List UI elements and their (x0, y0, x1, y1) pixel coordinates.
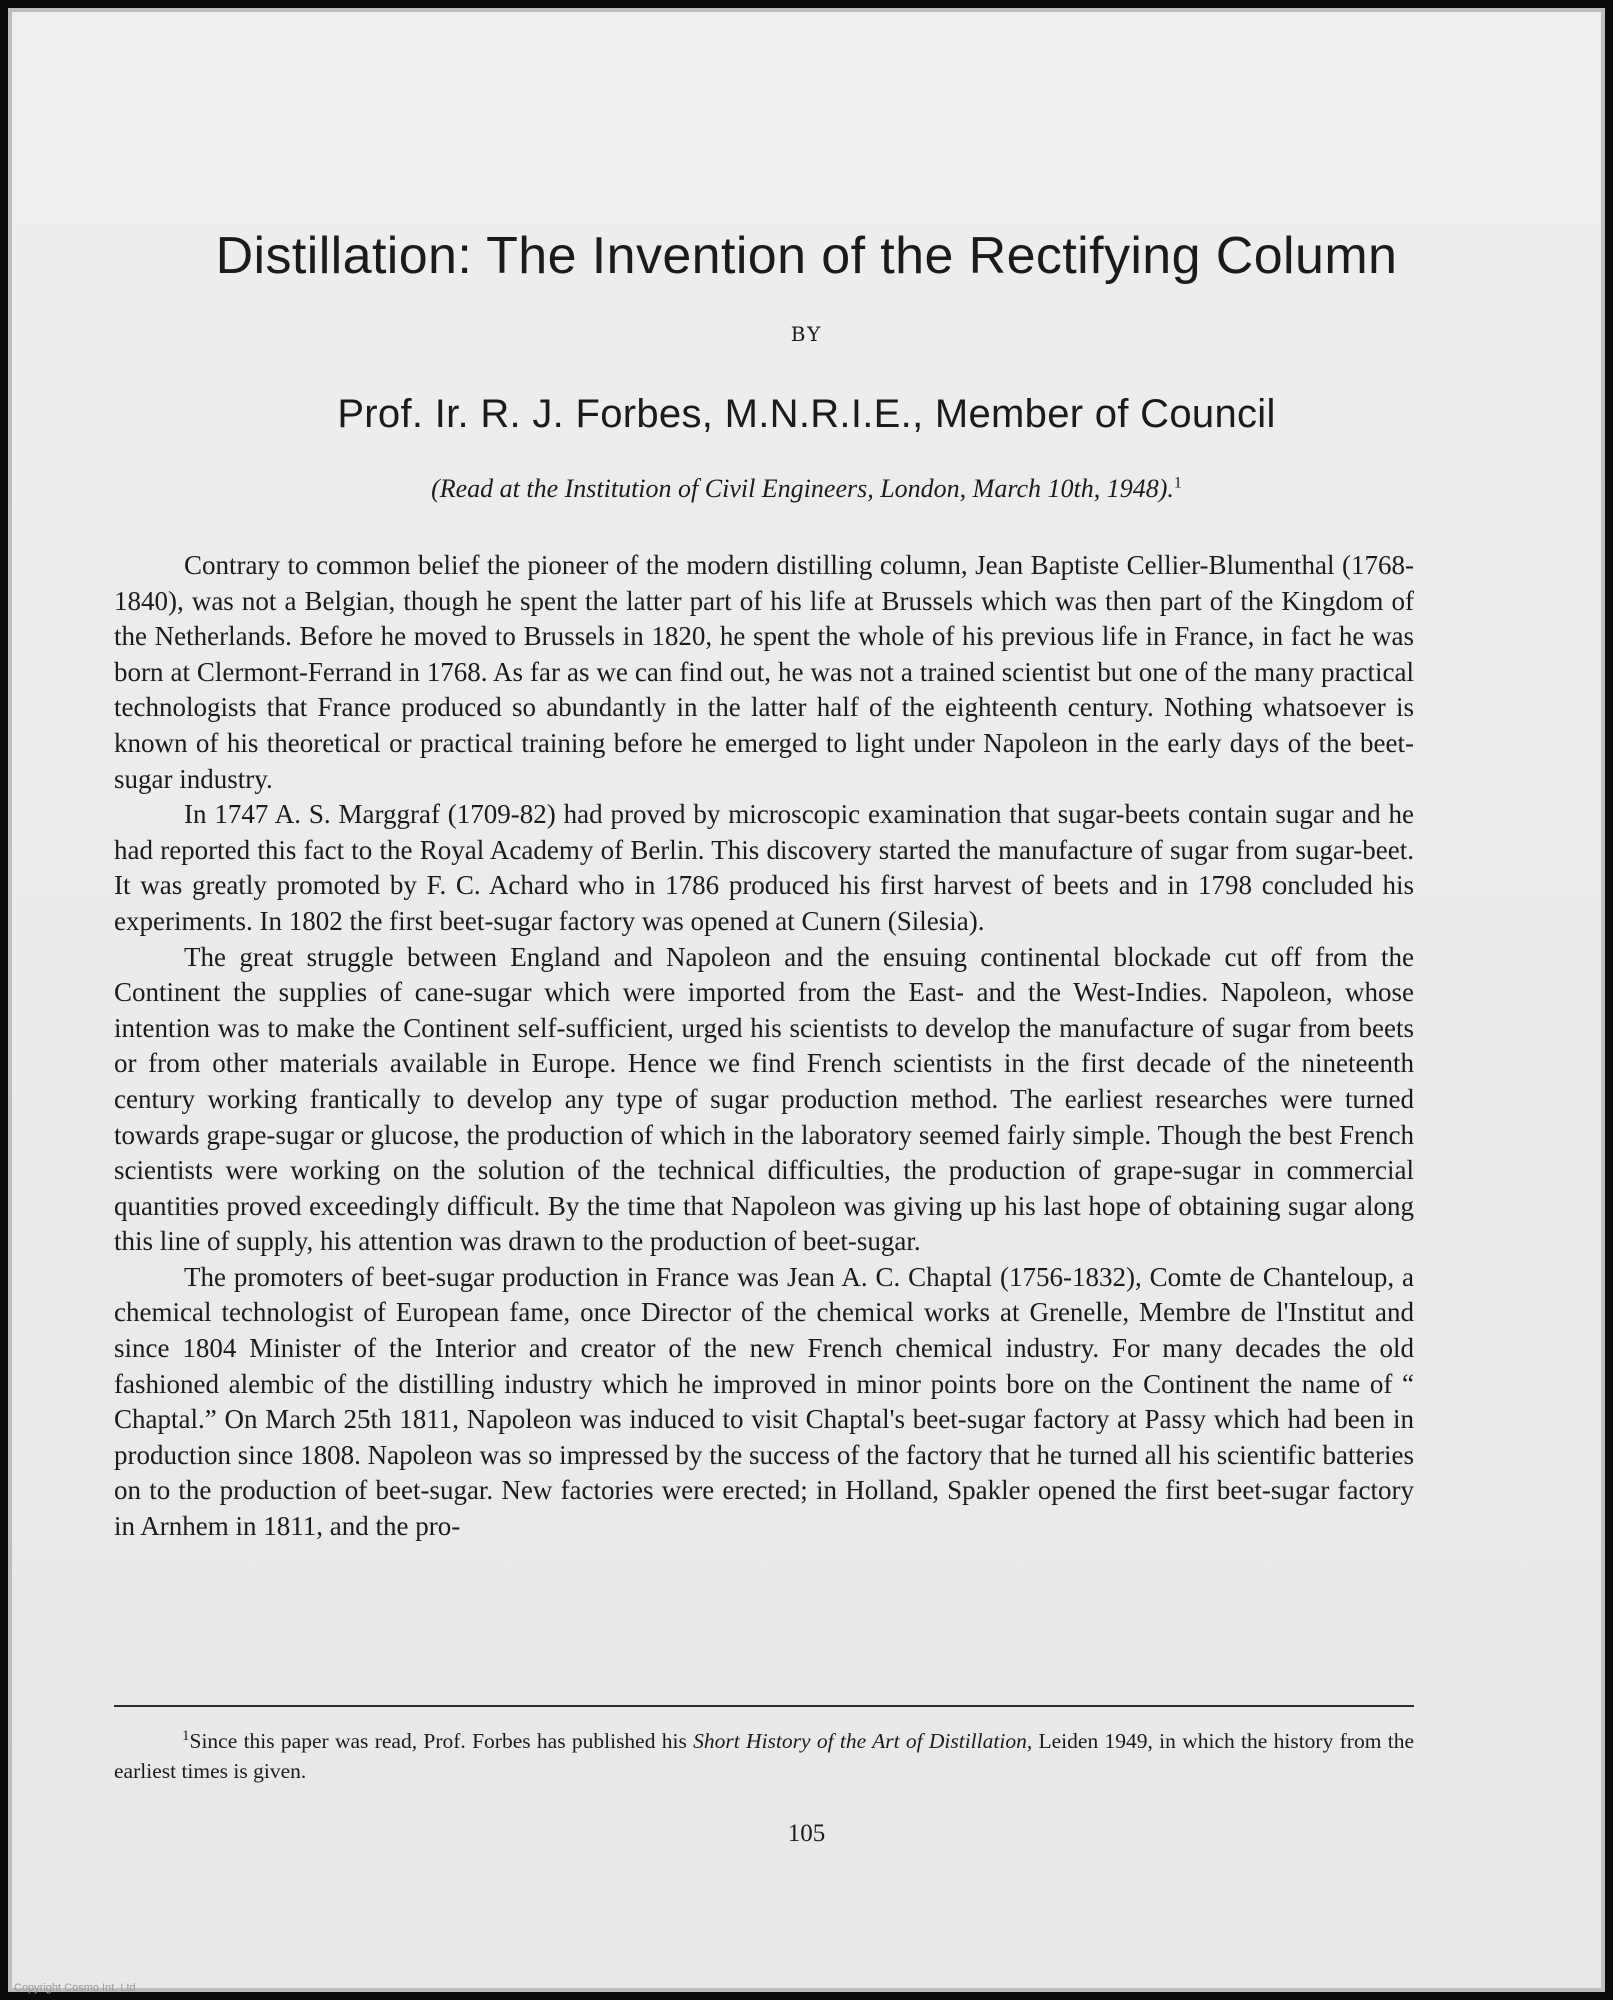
paragraph: The great struggle between England and Napoleon and the ensuing continental blockade cut off from the Continent the supplies of cane-sugar which were imported from the East- and the West-Indies. Napoleon, whose intention was to make the Continent self-sufficient, urged his scientists to develop the manufacture of sugar from beets or from other materials available in Europe. Hence we find French scientists in the first decade of the nineteenth century working frantically to develop any type of sugar production method. The earliest researches were turned towards grape-sugar or glucose, the production of which in the laboratory seemed fairly simple. Though the best French scientists were working on the solution of the technical difficulties, the production of grape-sugar in commercial quantities proved exceedingly difficult. By the time that Napoleon was giving up his last hope of obtaining sugar along this line of supply, his attention was drawn to the production of beet-sugar. (114, 941, 1414, 1257)
page-number: 105 (787, 1820, 826, 1847)
footnote (114, 1721, 1414, 1786)
footnote-number: 1 (182, 1728, 190, 1744)
article-title: Distillation: The Invention of the Rectifying Column (215, 227, 1398, 285)
paragraph: In 1747 A. S. Marggraf (1709-82) had proved by microscopic examination that sugar-beets contain sugar and he had reported this fact to the Royal Academy of Berlin. This discovery started the manufacture of sugar from sugar-beet. It was greatly promoted by F. C. Achard who in 1786 produced his first harvest of beets and in 1798 concluded his experiments. In 1802 the first beet-sugar factory was opened at Cunern (Silesia). (114, 799, 1414, 936)
article-author: Prof. Ir. R. J. Forbes, M.N.R.I.E., Member of Council (337, 392, 1276, 436)
footnote-ref: 1 (1173, 474, 1182, 492)
page-frame (8, 8, 1605, 1992)
footnote-book-title: Short History of the Art of Distillation, (693, 1729, 1033, 1754)
paragraph: Contrary to common belief the pioneer of the modern distilling column, Jean Baptiste Cellier-Blumenthal (1768-1840), was not a Belgian, though he spent the latter part of his life at Brussels which was then part of the Kingdom of the Netherlands. Before he moved to Brussels in 1820, he spent the whole of his previous life in France, in fact he was born at Clermont-Ferrand in 1768. As far as we can find out, he was not a trained scientist but one of the many practical technologists that France produced so abundantly in the latter half of the eighteenth century. Nothing whatsoever is known of his theoretical or practical training before he emerged to light under Napoleon in the early days of the beet-sugar industry. (114, 550, 1414, 794)
paragraph: The promoters of beet-sugar production in France was Jean A. C. Chaptal (1756-1832), Comte de Chanteloup, a chemical technologist of European fame, once Director of the chemical works at Grenelle, Membre de l'Institut and since 1804 Minister of the Interior and creator of the new French chemical industry. For many decades the old fashioned alembic of the distilling industry which he improved in minor points bore on the Continent the name of “ Chaptal.” On March 25th 1811, Napoleon was induced to visit Chaptal's beet-sugar factory at Passy which had been in production since 1808. Napoleon was so impressed by the success of the factory that he turned all his scientific batteries on to the production of beet-sugar. New factories were erected; in Holland, Spakler opened the first beet-sugar factory in Arnhem in 1811, and the pro- (114, 1261, 1414, 1542)
footnote-text-after: Leiden 1949, in which the history from the earliest times is given. (114, 1729, 1414, 1784)
byline-label: BY (790, 322, 823, 346)
article-body (114, 548, 1414, 1545)
read-note (12, 474, 1601, 504)
copyright-watermark: Copyright Cosmo Int. Ltd (14, 1982, 136, 1994)
footnote-text-before: Since this paper was read, Prof. Forbes has published his (189, 1729, 694, 1754)
document-page (12, 12, 1601, 1988)
footnote-divider (114, 1705, 1414, 1707)
read-note-text: (Read at the Institution of Civil Engineers, London, March 10th, 1948). (431, 474, 1174, 503)
